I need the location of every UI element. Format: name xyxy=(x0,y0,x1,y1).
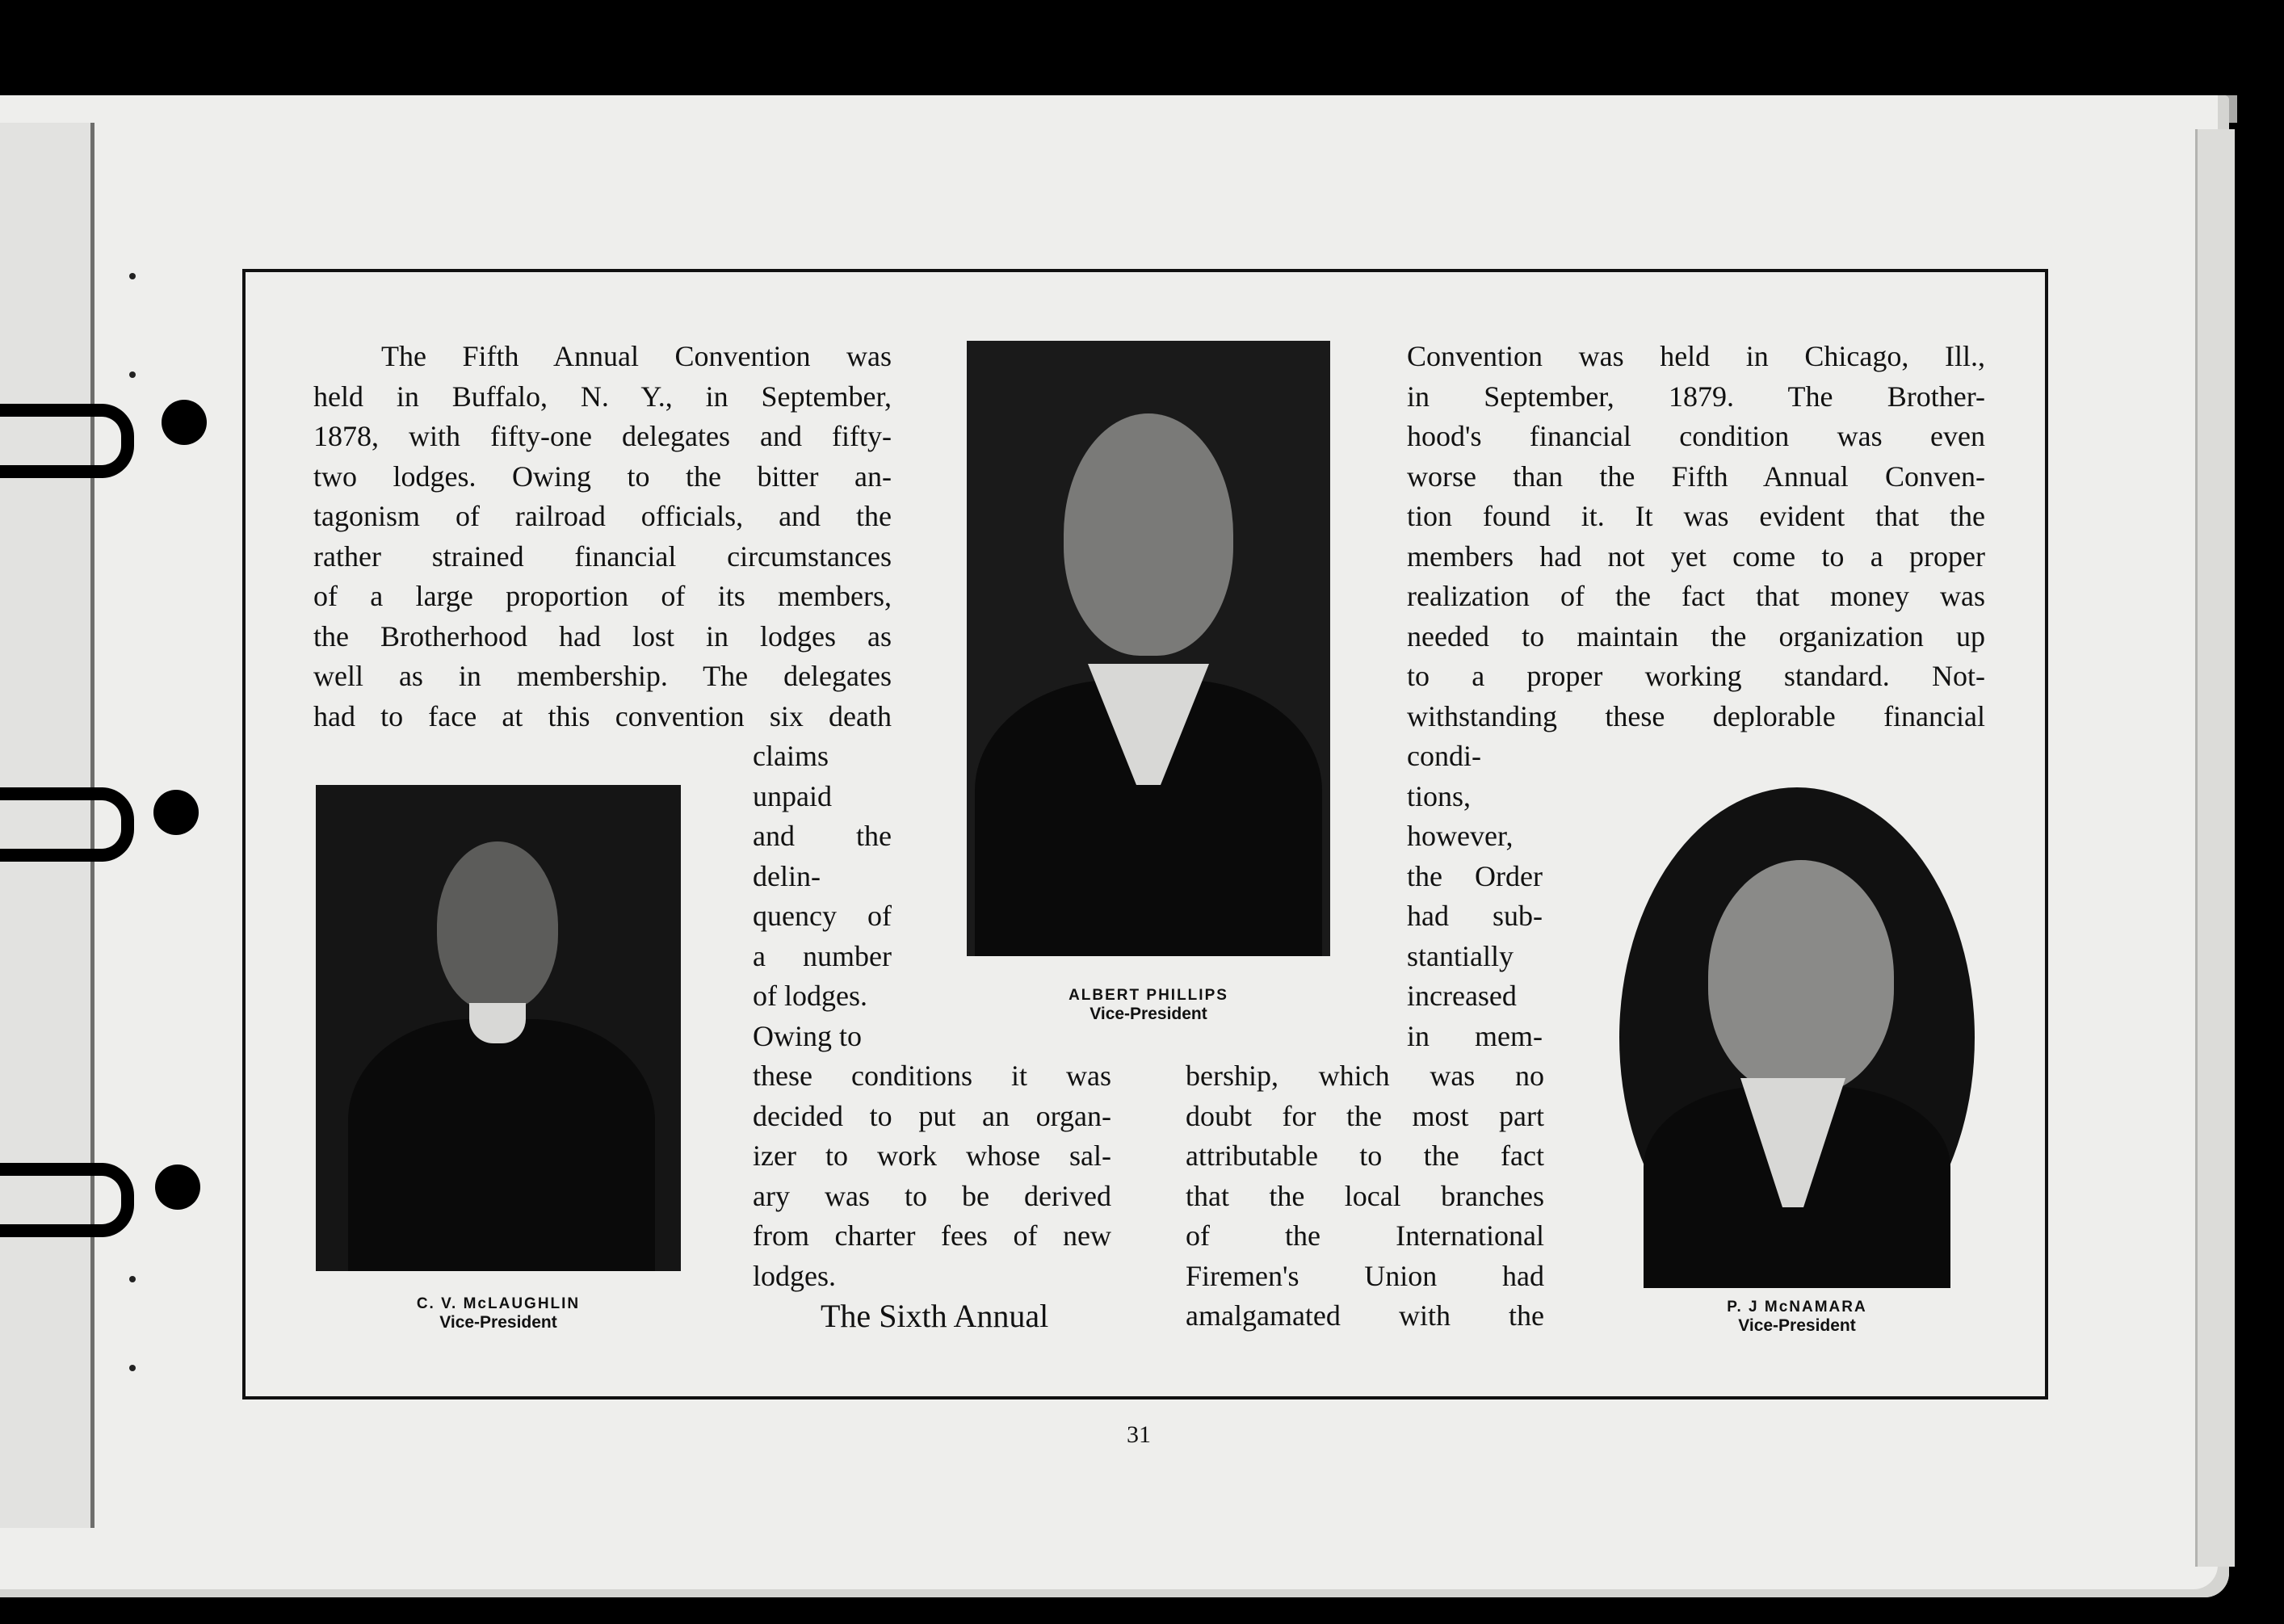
text-line: 1878, with fifty-one delegates and fifty- xyxy=(313,420,892,452)
page-right-edge xyxy=(2195,129,2235,1567)
text-line: stantially xyxy=(1407,939,1514,972)
page-speck xyxy=(129,1276,136,1282)
portrait-head xyxy=(1708,860,1894,1094)
portrait-mcnamara xyxy=(1619,787,1975,1288)
text-column-left xyxy=(313,337,892,736)
portrait-name: C. V. McLAUGHLIN xyxy=(416,1295,581,1312)
portrait-role: Vice-President xyxy=(1738,1316,1856,1335)
caption-mclaughlin xyxy=(316,1295,681,1332)
text-line: amalgamated with the xyxy=(1186,1299,1544,1332)
text-line: realization of the fact that money was xyxy=(1407,580,1985,612)
text-line: Firemen's Union had xyxy=(1186,1259,1544,1292)
text-line: decided to put an organ- xyxy=(753,1099,1111,1132)
text-line: claims xyxy=(753,740,829,772)
portrait-coat xyxy=(348,1019,655,1271)
portrait-collar xyxy=(469,1003,526,1043)
binder-ring xyxy=(0,787,134,862)
text-line: in mem- xyxy=(1407,1019,1543,1052)
text-line: Convention was held in Chicago, Ill., xyxy=(1407,340,1985,372)
text-line: well as in membership. The delegates xyxy=(313,660,892,692)
text-line: bership, which was no xyxy=(1186,1060,1544,1092)
text-column-center-right xyxy=(1186,1056,1544,1337)
text-line: and the xyxy=(753,820,892,852)
text-line: a number xyxy=(753,939,892,972)
binder-ring-end xyxy=(155,1164,200,1210)
text-column-right xyxy=(1407,337,1985,736)
text-column-right-narrow xyxy=(1407,736,1543,1056)
text-line: The Sixth Annual xyxy=(821,1298,1049,1334)
portrait-phillips xyxy=(967,341,1330,956)
caption-phillips xyxy=(967,987,1330,1024)
text-line: members had not yet come to a proper xyxy=(1407,539,1985,573)
portrait-head xyxy=(1064,413,1233,656)
text-line: two lodges. Owing to the bitter an- xyxy=(313,460,892,493)
portrait-name: P. J McNAMARA xyxy=(1727,1299,1867,1316)
text-line: to a proper working standard. Not- xyxy=(1407,660,1985,692)
page-number: 31 xyxy=(1127,1421,1151,1448)
text-line: withstanding these deplorable financial xyxy=(1407,699,1985,732)
text-line: rather strained financial circumstances xyxy=(313,539,892,573)
text-line: the Order xyxy=(1407,859,1543,892)
text-line: The Fifth Annual Convention was xyxy=(381,340,892,372)
text-line: had to face at this convention six death xyxy=(313,699,892,732)
portrait-role: Vice-President xyxy=(1090,1005,1207,1023)
page-speck xyxy=(129,1365,136,1371)
text-line: had sub- xyxy=(1407,900,1543,932)
binder-ring xyxy=(0,404,134,478)
text-line: attributable to the fact xyxy=(1186,1139,1544,1172)
page-speck xyxy=(129,371,136,378)
binder-ring xyxy=(0,1163,134,1237)
page-speck xyxy=(129,273,136,279)
portrait-head xyxy=(437,841,558,1011)
binder-ring-end xyxy=(153,790,199,835)
text-line: increased xyxy=(1407,980,1517,1012)
portrait-name: ALBERT PHILLIPS xyxy=(1069,987,1228,1004)
text-line: from charter fees of new xyxy=(753,1219,1111,1252)
text-line: Owing to xyxy=(753,1019,862,1052)
text-line: lodges. xyxy=(753,1259,836,1292)
text-line: that the local branches xyxy=(1186,1179,1544,1212)
text-line: these conditions it was xyxy=(753,1060,1111,1092)
text-line: of the International xyxy=(1186,1219,1544,1252)
text-line: unpaid xyxy=(753,779,832,812)
text-line: the Brotherhood had lost in lodges as xyxy=(313,619,892,653)
text-line: doubt for the most part xyxy=(1186,1099,1544,1132)
text-line: delin- xyxy=(753,859,821,892)
text-line: condi- xyxy=(1407,740,1481,772)
binder-ring-end xyxy=(162,400,207,445)
text-line: quency of xyxy=(753,900,892,932)
text-column-left-narrow xyxy=(753,736,892,1056)
text-line: ary was to be derived xyxy=(753,1179,1111,1212)
text-line: hood's financial condition was even xyxy=(1407,420,1985,452)
text-line: tagonism of railroad officials, and the xyxy=(313,500,892,532)
portrait-mclaughlin xyxy=(316,785,681,1271)
text-line: tions, xyxy=(1407,779,1472,812)
text-line: however, xyxy=(1407,820,1514,852)
text-line: of a large proportion of its members, xyxy=(313,580,892,612)
caption-mcnamara xyxy=(1619,1299,1975,1336)
portrait-role: Vice-President xyxy=(439,1313,557,1332)
text-line: izer to work whose sal- xyxy=(753,1139,1111,1172)
text-line: needed to maintain the organization up xyxy=(1407,619,1985,653)
text-line: in September, 1879. The Brother- xyxy=(1407,380,1985,413)
text-line: worse than the Fifth Annual Conven- xyxy=(1407,460,1985,493)
text-column-center-left xyxy=(753,1056,1111,1337)
text-line: of lodges. xyxy=(753,980,867,1012)
text-line: held in Buffalo, N. Y., in September, xyxy=(313,380,892,413)
text-line: tion found it. It was evident that the xyxy=(1407,500,1985,532)
